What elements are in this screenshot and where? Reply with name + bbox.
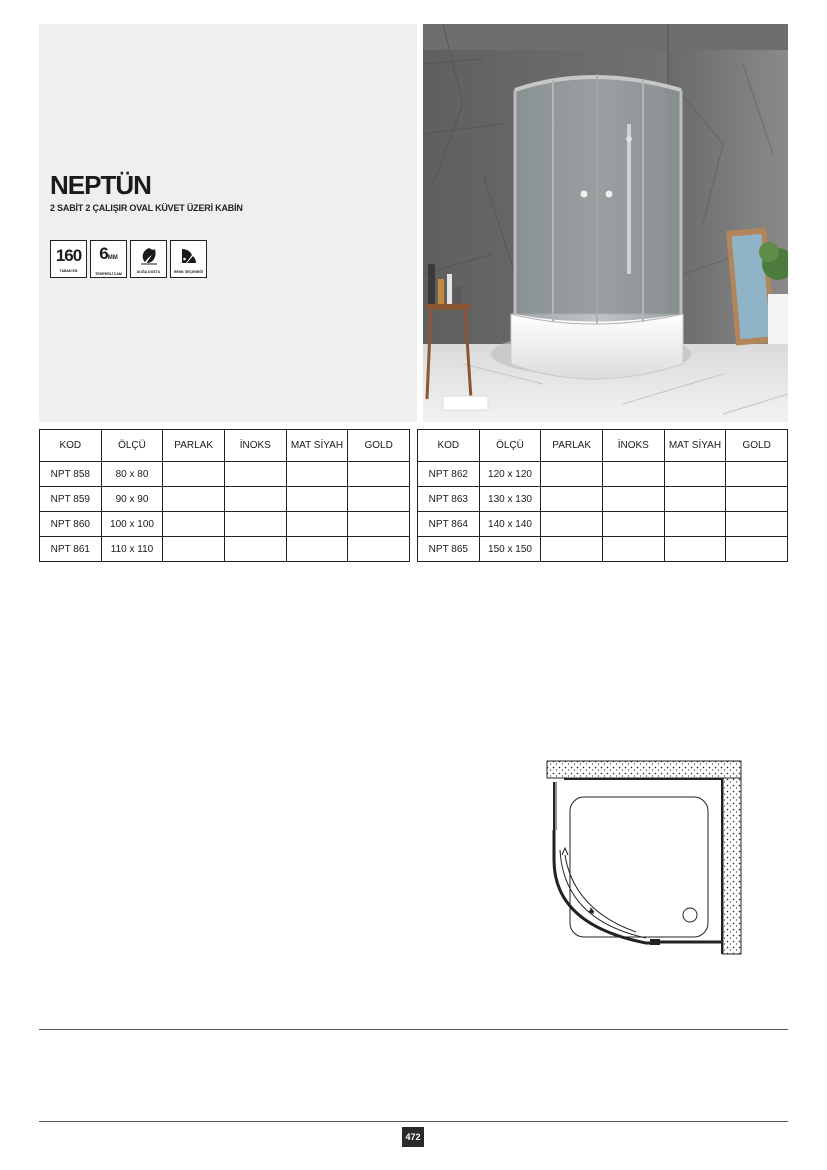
header-matte-black: MAT SİYAH [664,430,726,462]
cell-matte-black [664,537,726,562]
cell-gold [726,537,788,562]
cell-gold [348,462,410,487]
cell-code: NPT 861 [40,537,102,562]
cell-gold [726,487,788,512]
cell-gold [348,512,410,537]
badge-base-width-caption: TABAN EN [59,269,78,273]
table-row [40,512,410,537]
table-row [418,512,788,537]
cell-gold [726,462,788,487]
color-swatch-icon [178,247,200,265]
cell-inox [224,512,286,537]
cell-size: 110 x 110 [101,537,163,562]
table-row [40,462,410,487]
cell-matte-black [664,462,726,487]
header-gold: GOLD [348,430,410,462]
feature-badges [50,240,207,278]
spec-table-left [39,429,410,562]
cell-size: 90 x 90 [101,487,163,512]
cell-matte-black [286,537,348,562]
cell-matte-black [664,487,726,512]
table-row [40,537,410,562]
quarter-circle-cabin-plan [546,760,742,956]
cell-glossy [163,487,225,512]
header-inox: İNOKS [224,430,286,462]
cell-code: NPT 862 [418,462,480,487]
badge-tempered-glass-caption: TEMPERLİ CAM [95,271,122,276]
product-photo [423,24,788,422]
cell-code: NPT 863 [418,487,480,512]
cell-glossy [163,512,225,537]
cell-code: NPT 860 [40,512,102,537]
badge-tempered-glass [90,240,127,278]
cell-glossy [163,537,225,562]
cell-inox [602,537,664,562]
cell-inox [602,487,664,512]
cell-matte-black [664,512,726,537]
cell-code: NPT 858 [40,462,102,487]
cell-code: NPT 859 [40,487,102,512]
page-number: 472 [402,1127,424,1147]
cell-inox [602,462,664,487]
cell-inox [602,512,664,537]
cell-matte-black [286,512,348,537]
shower-cabin-photo [423,24,788,422]
header-code: KOD [40,430,102,462]
cell-glossy [541,537,603,562]
hero-panel [39,24,417,422]
table-row [418,487,788,512]
cell-matte-black [286,462,348,487]
cell-code: NPT 865 [418,537,480,562]
cell-gold [726,512,788,537]
table-row [418,537,788,562]
cell-gold [348,487,410,512]
cell-inox [224,487,286,512]
header-glossy: PARLAK [163,430,225,462]
cell-gold [348,537,410,562]
cell-glossy [541,462,603,487]
header-size: ÖLÇÜ [101,430,163,462]
cell-size: 130 x 130 [479,487,541,512]
spec-table-right [417,429,788,562]
badge-tempered-glass-value: 6MM [99,243,118,263]
cell-size: 120 x 120 [479,462,541,487]
header-glossy: PARLAK [541,430,603,462]
footer-divider [39,1121,788,1122]
cell-size: 150 x 150 [479,537,541,562]
badge-color-options-caption: RENK SEÇENEĞİ [174,269,203,274]
cell-glossy [541,512,603,537]
cell-matte-black [286,487,348,512]
cell-glossy [541,487,603,512]
header-code: KOD [418,430,480,462]
floor-plan-diagram [546,760,742,956]
cell-inox [224,537,286,562]
cell-size: 140 x 140 [479,512,541,537]
badge-base-width-value: 160 [55,246,82,265]
header-gold: GOLD [726,430,788,462]
badge-eco [130,240,167,278]
badge-color-options [170,240,207,278]
cell-inox [224,462,286,487]
cell-code: NPT 864 [418,512,480,537]
product-title: NEPTÜN [50,170,151,200]
badge-base-width [50,240,87,278]
eco-leaf-icon [138,247,160,265]
cell-size: 80 x 80 [101,462,163,487]
table-row [418,462,788,487]
cell-glossy [163,462,225,487]
header-matte-black: MAT SİYAH [286,430,348,462]
table-row [40,487,410,512]
badge-eco-caption: DOĞA DOSTU [136,269,161,274]
header-inox: İNOKS [602,430,664,462]
cell-size: 100 x 100 [101,512,163,537]
section-divider [39,1029,788,1030]
product-subtitle: 2 SABİT 2 ÇALIŞIR OVAL KÜVET ÜZERİ KABİN [50,203,243,213]
header-size: ÖLÇÜ [479,430,541,462]
